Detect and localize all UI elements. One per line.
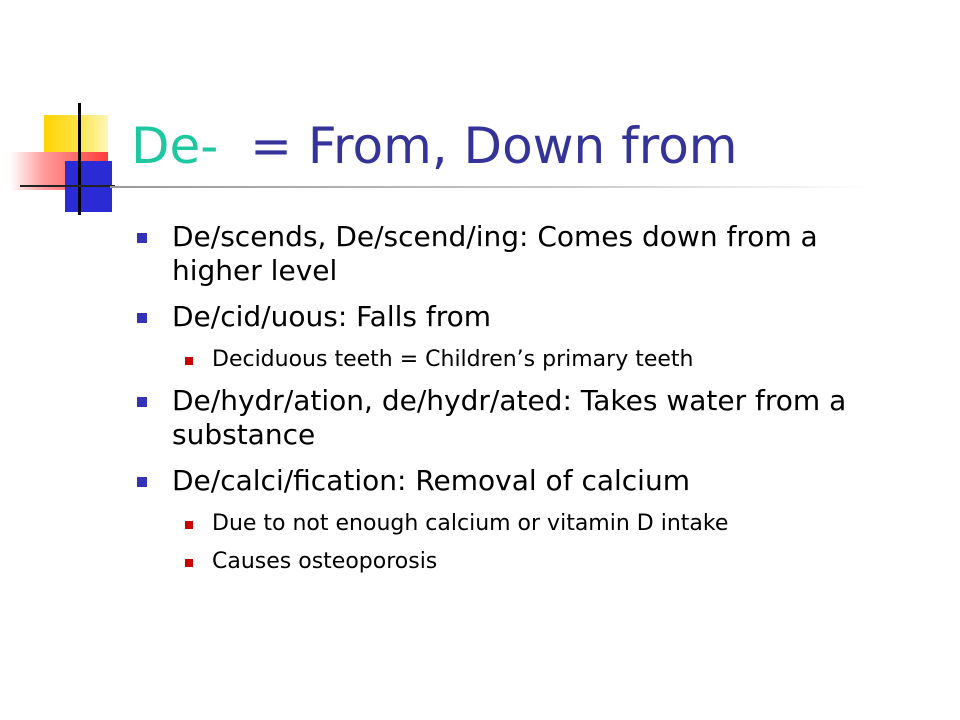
small-square-bullet-icon [185,357,193,365]
bullet-text: De/hydr/ation, de/hydr/ated: Takes water from a substance [172,384,847,451]
sub-bullet-item [134,346,914,374]
bullet-item [134,300,914,334]
small-square-bullet-icon [185,521,193,529]
decorative-vertical-line [78,103,81,215]
sub-bullet-item [134,548,914,576]
small-square-bullet-icon [185,559,193,567]
bullet-list [134,220,914,586]
decorative-horizontal-line [20,185,115,187]
square-bullet-icon [137,233,147,243]
sub-bullet-item [134,510,914,538]
bullet-item [134,220,914,288]
square-bullet-icon [137,397,147,407]
bullet-item [134,384,914,452]
bullet-text: De/cid/uous: Falls from [172,300,492,333]
sub-bullet-text: Causes osteoporosis [212,549,438,574]
sub-bullet-text: Due to not enough calcium or vitamin D intake [212,511,729,536]
square-bullet-icon [137,477,147,487]
bullet-item [134,464,914,498]
bullet-text: De/scends, De/scend/ing: Comes down from a higher level [172,220,818,287]
title-rest: = From, Down from [250,117,738,175]
title-underline [110,186,870,188]
title-prefix: De- [131,117,219,175]
slide-title [131,108,738,184]
sub-bullet-text: Deciduous teeth = Children’s primary teeth [212,347,694,372]
square-bullet-icon [137,313,147,323]
bullet-text: De/calci/fication: Removal of calcium [172,464,690,497]
